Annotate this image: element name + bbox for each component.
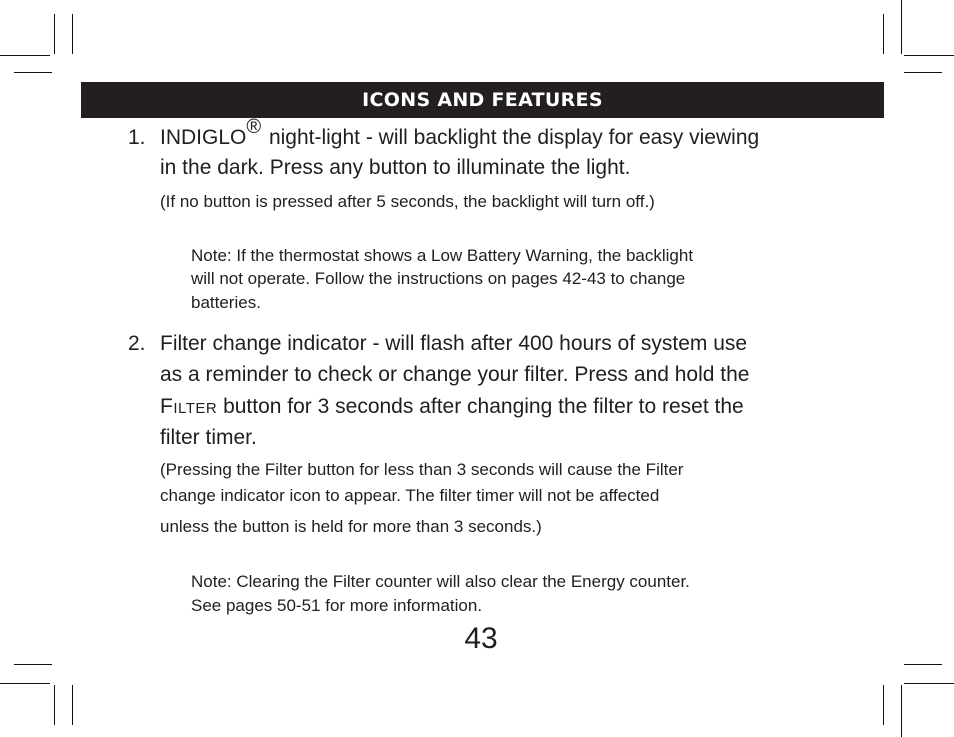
- item-text-rest: night-light - will backlight the display for easy viewing: [263, 126, 760, 149]
- crop-mark: [883, 14, 884, 54]
- crop-mark: [14, 72, 52, 73]
- section-header-bar: [81, 82, 884, 118]
- item-text-line: as a reminder to check or change your filter. Press and hold the: [160, 363, 750, 386]
- crop-mark: [904, 55, 954, 56]
- note-line: will not operate. Follow the instructions on pages 42-43 to change: [191, 269, 686, 288]
- item-text-line: Filter change indicator - will flash after 400 hours of system use: [160, 332, 748, 355]
- crop-mark: [0, 55, 50, 56]
- item-text-line: [160, 116, 850, 153]
- parenthetical-note: (Pressing the Filter button for less than 3 seconds will cause the Filter: [160, 460, 684, 479]
- crop-mark: [901, 0, 902, 54]
- crop-mark: [0, 683, 50, 684]
- crop-mark: [14, 664, 52, 665]
- item-text-line: filter timer.: [160, 426, 257, 449]
- crop-mark: [904, 683, 954, 684]
- section-title: ICONS AND FEATURES: [362, 89, 603, 111]
- crop-mark: [54, 14, 55, 54]
- crop-mark: [904, 664, 942, 665]
- item-number: 2.: [128, 332, 146, 355]
- crop-mark: [904, 72, 942, 73]
- crop-mark: [901, 685, 902, 737]
- crop-mark: [54, 685, 55, 725]
- note-line: Note: Clearing the Filter counter will also clear the Energy counter.: [191, 572, 690, 591]
- note-line: See pages 50-51 for more information.: [191, 596, 483, 615]
- parenthetical-note: change indicator icon to appear. The filter timer will not be affected: [160, 486, 660, 505]
- parenthetical-note: (If no button is pressed after 5 seconds, the backlight will turn off.): [160, 192, 655, 211]
- item-text-line: [160, 392, 850, 422]
- item-text-line: in the dark. Press any button to illuminate the light.: [160, 156, 631, 179]
- item-number: 1.: [128, 126, 146, 149]
- registered-mark: ®: [246, 116, 262, 138]
- filter-button-label: Filter: [160, 395, 218, 418]
- crop-mark: [72, 14, 73, 54]
- note-line: batteries.: [191, 293, 261, 312]
- note-line: Note: If the thermostat shows a Low Battery Warning, the backlight: [191, 246, 694, 265]
- item-text-rest: button for 3 seconds after changing the filter to reset the: [217, 395, 744, 418]
- crop-mark: [72, 685, 73, 725]
- crop-mark: [883, 685, 884, 725]
- brand-name: INDIGLO: [160, 126, 247, 149]
- parenthetical-note: unless the button is held for more than 3 seconds.): [160, 517, 542, 536]
- page-number: 43: [464, 622, 498, 655]
